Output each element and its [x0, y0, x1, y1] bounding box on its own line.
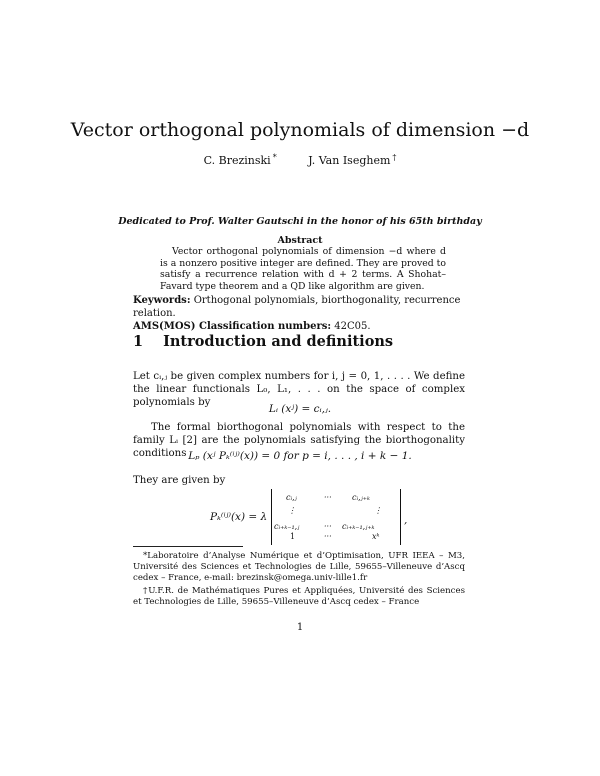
keywords-text: Orthogonal polynomials, biorthogonality, recurrence relation. — [133, 295, 461, 319]
footnotes — [133, 551, 465, 608]
section-heading — [133, 333, 393, 350]
author-2-name: J. Van Iseghem — [308, 154, 391, 167]
det-cell-r3c3: cᵢ₊ₖ₋₁,ⱼ₊ₖ — [342, 522, 375, 531]
det-cell-r4c2: ··· — [324, 532, 332, 541]
section-title: Introduction and definitions — [163, 333, 394, 350]
det-cell-r2c3: ⋮ — [374, 506, 382, 515]
keywords-label: Keywords: — [133, 295, 191, 306]
det-cell-r3c2: ··· — [324, 522, 332, 531]
footnote-2: †U.F.R. de Mathématiques Pures et Appliquées, Université des Sciences et Technologies de Lille, 59655–Villeneuve d’Ascq cedex – France — [133, 586, 465, 607]
paper-title: Vector orthogonal polynomials of dimension −d — [70, 119, 530, 141]
author-line — [0, 153, 600, 167]
det-cell-r4c1: 1 — [290, 532, 296, 541]
det-cell-r1c1: cᵢ,ⱼ — [286, 493, 297, 502]
author-2-mark: † — [392, 153, 397, 162]
paragraph-2: The formal biorthogonal polynomials with respect to the family Lᵢ [2] are the polynomials satisfying the biorthogonality conditions — [133, 422, 465, 459]
dedication: Dedicated to Prof. Walter Gautschi in the honor of his 65th birthday — [118, 216, 482, 227]
keywords-block — [133, 294, 473, 333]
author-1-mark: * — [272, 153, 277, 162]
det-cell-r4c3: xᵏ — [372, 532, 380, 541]
ams-line — [133, 320, 473, 333]
paragraph-3: They are given by — [133, 475, 226, 486]
ams-label: AMS(MOS) Classification numbers: — [133, 321, 332, 332]
det-cell-r3c1: cᵢ₊ₖ₋₁,ⱼ — [274, 522, 300, 531]
author-1 — [204, 154, 277, 167]
equation-3-end: , — [404, 514, 408, 526]
page-number: 1 — [296, 622, 304, 633]
ams-text: 42C05. — [334, 321, 371, 332]
equation-2: Lₚ (xʲ Pₖ⁽ⁱʲ⁾(x)) = 0 for p = i, . . . , i + k − 1. — [188, 450, 412, 462]
equation-1: Lᵢ (xʲ) = cᵢ,ⱼ. — [268, 403, 332, 415]
section-number: 1 — [133, 333, 144, 350]
author-1-name: C. Brezinski — [203, 154, 271, 167]
keywords-line — [133, 294, 473, 320]
abstract-heading: Abstract — [277, 235, 323, 246]
abstract-text: Vector orthogonal polynomials of dimension −d where d is a nonzero positive integer are defined. They are proved to satisfy a recurrence relation with d + 2 terms. A Shohat–Favard type theorem and a QD like algorithm are given. — [160, 246, 446, 292]
author-2 — [308, 154, 396, 167]
determinant-matrix — [271, 489, 401, 545]
footnote-1: *Laboratoire d’Analyse Numérique et d’Optimisation, UFR IEEA – M3, Université des Sciences et Technologies de Lille, 59655–Villeneuve d’Ascq cedex – France, e-mail: brezinsk@omega.univ-lille1.fr — [133, 551, 465, 583]
footnote-rule — [133, 546, 243, 547]
det-cell-r2c1: ⋮ — [288, 506, 296, 515]
paragraph-1: Let cᵢ,ⱼ be given complex numbers for i, j = 0, 1, . . . . We define the linear functionals L₀, L₁, . . . on the space of complex polynomials by — [133, 371, 465, 408]
det-cell-r1c2: ··· — [324, 493, 332, 502]
det-cell-r1c3: cᵢ,ⱼ₊ₖ — [352, 493, 370, 502]
equation-3-lhs: Pₖ⁽ⁱʲ⁾(x) = λ — [210, 511, 268, 523]
